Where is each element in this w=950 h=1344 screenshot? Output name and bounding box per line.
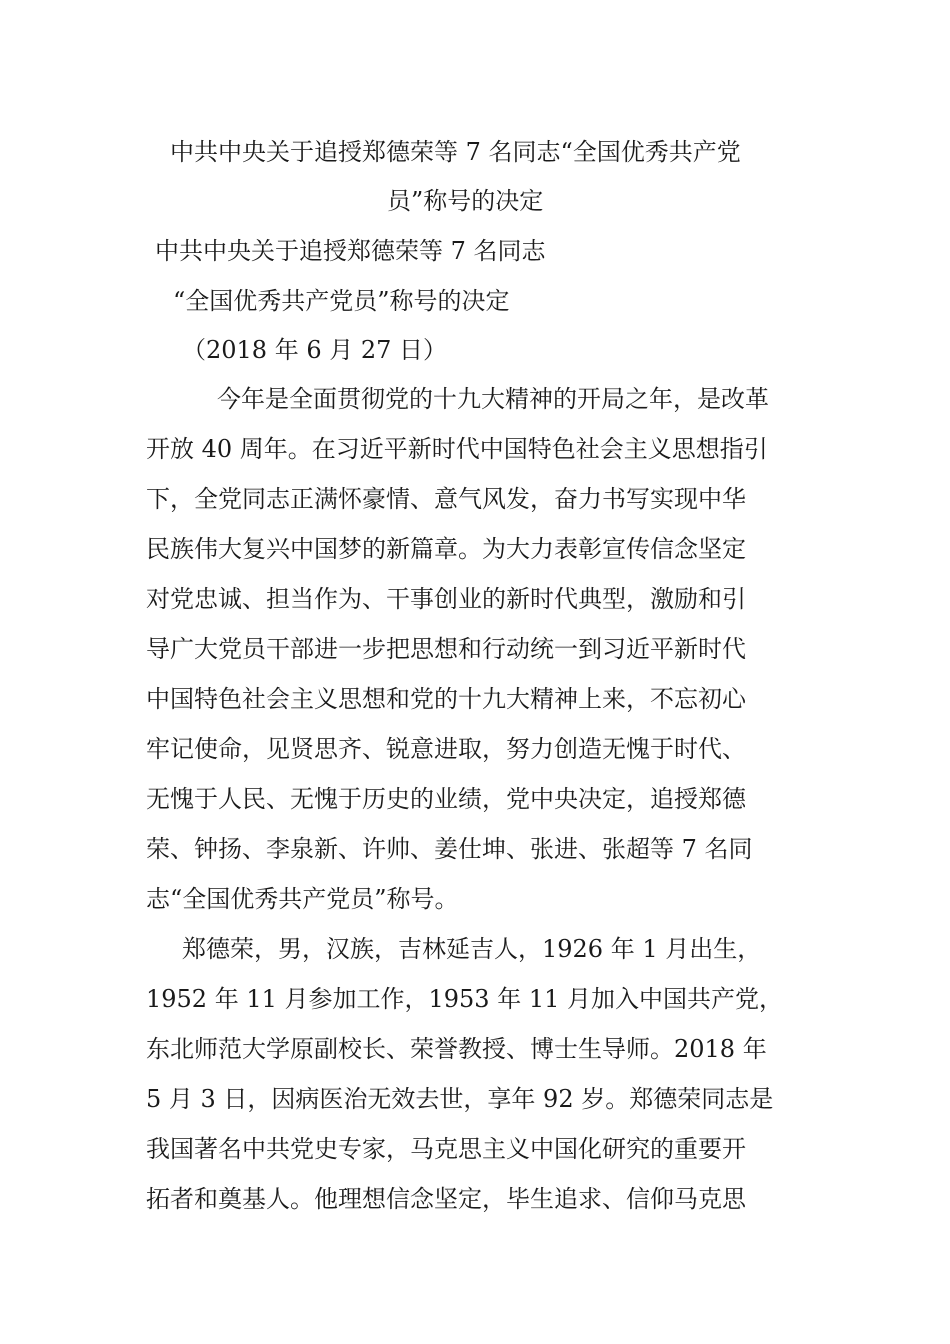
paragraph1-line-4: 民族伟大复兴中国梦的新篇章。为大力表彰宣传信念坚定 [146,535,746,563]
subtitle-line-1: 中共中央关于追授郑德荣等 7 名同志 [155,237,546,265]
paragraph2-line-2: 1952 年 11 月参加工作，1953 年 11 月加入中国共产党， [146,985,784,1013]
document-date: （2018 年 6 月 27 日） [182,336,448,364]
subtitle-line-2: “全国优秀共产党员”称号的决定 [173,287,510,315]
paragraph2-line-4: 5 月 3 日，因病医治无效去世，享年 92 岁。郑德荣同志是 [146,1085,774,1113]
paragraph1-line-8: 牢记使命，见贤思齐、锐意进取，努力创造无愧于时代、 [146,735,746,763]
paragraph1-line-11: 志“全国优秀共产党员”称号。 [146,885,459,913]
paragraph2-line-1: 郑德荣，男，汉族，吉林延吉人，1926 年 1 月出生， [182,935,762,963]
paragraph1-line-2: 开放 40 周年。在习近平新时代中国特色社会主义思想指引 [146,435,768,463]
paragraph1-line-7: 中国特色社会主义思想和党的十九大精神上来，不忘初心 [146,685,746,713]
paragraph2-line-3: 东北师范大学原副校长、荣誉教授、博士生导师。2018 年 [146,1035,767,1063]
paragraph1-line-9: 无愧于人民、无愧于历史的业绩，党中央决定，追授郑德 [146,785,746,813]
title-line-1: 中共中央关于追授郑德荣等 7 名同志“全国优秀共产党 [170,138,741,166]
paragraph1-line-5: 对党忠诚、担当作为、干事创业的新时代典型，激励和引 [146,585,746,613]
paragraph1-line-3: 下，全党同志正满怀豪情、意气风发，奋力书写实现中华 [146,485,746,513]
paragraph2-line-6: 拓者和奠基人。他理想信念坚定，毕生追求、信仰马克思 [146,1185,746,1213]
paragraph1-line-6: 导广大党员干部进一步把思想和行动统一到习近平新时代 [146,635,746,663]
paragraph1-line-10: 荣、钟扬、李泉新、许帅、姜仕坤、张进、张超等 7 名同 [146,835,753,863]
paragraph2-line-5: 我国著名中共党史专家，马克思主义中国化研究的重要开 [146,1135,746,1163]
title-line-2: 员”称号的决定 [387,187,544,215]
paragraph1-line-1: 今年是全面贯彻党的十九大精神的开局之年，是改革 [217,385,769,413]
